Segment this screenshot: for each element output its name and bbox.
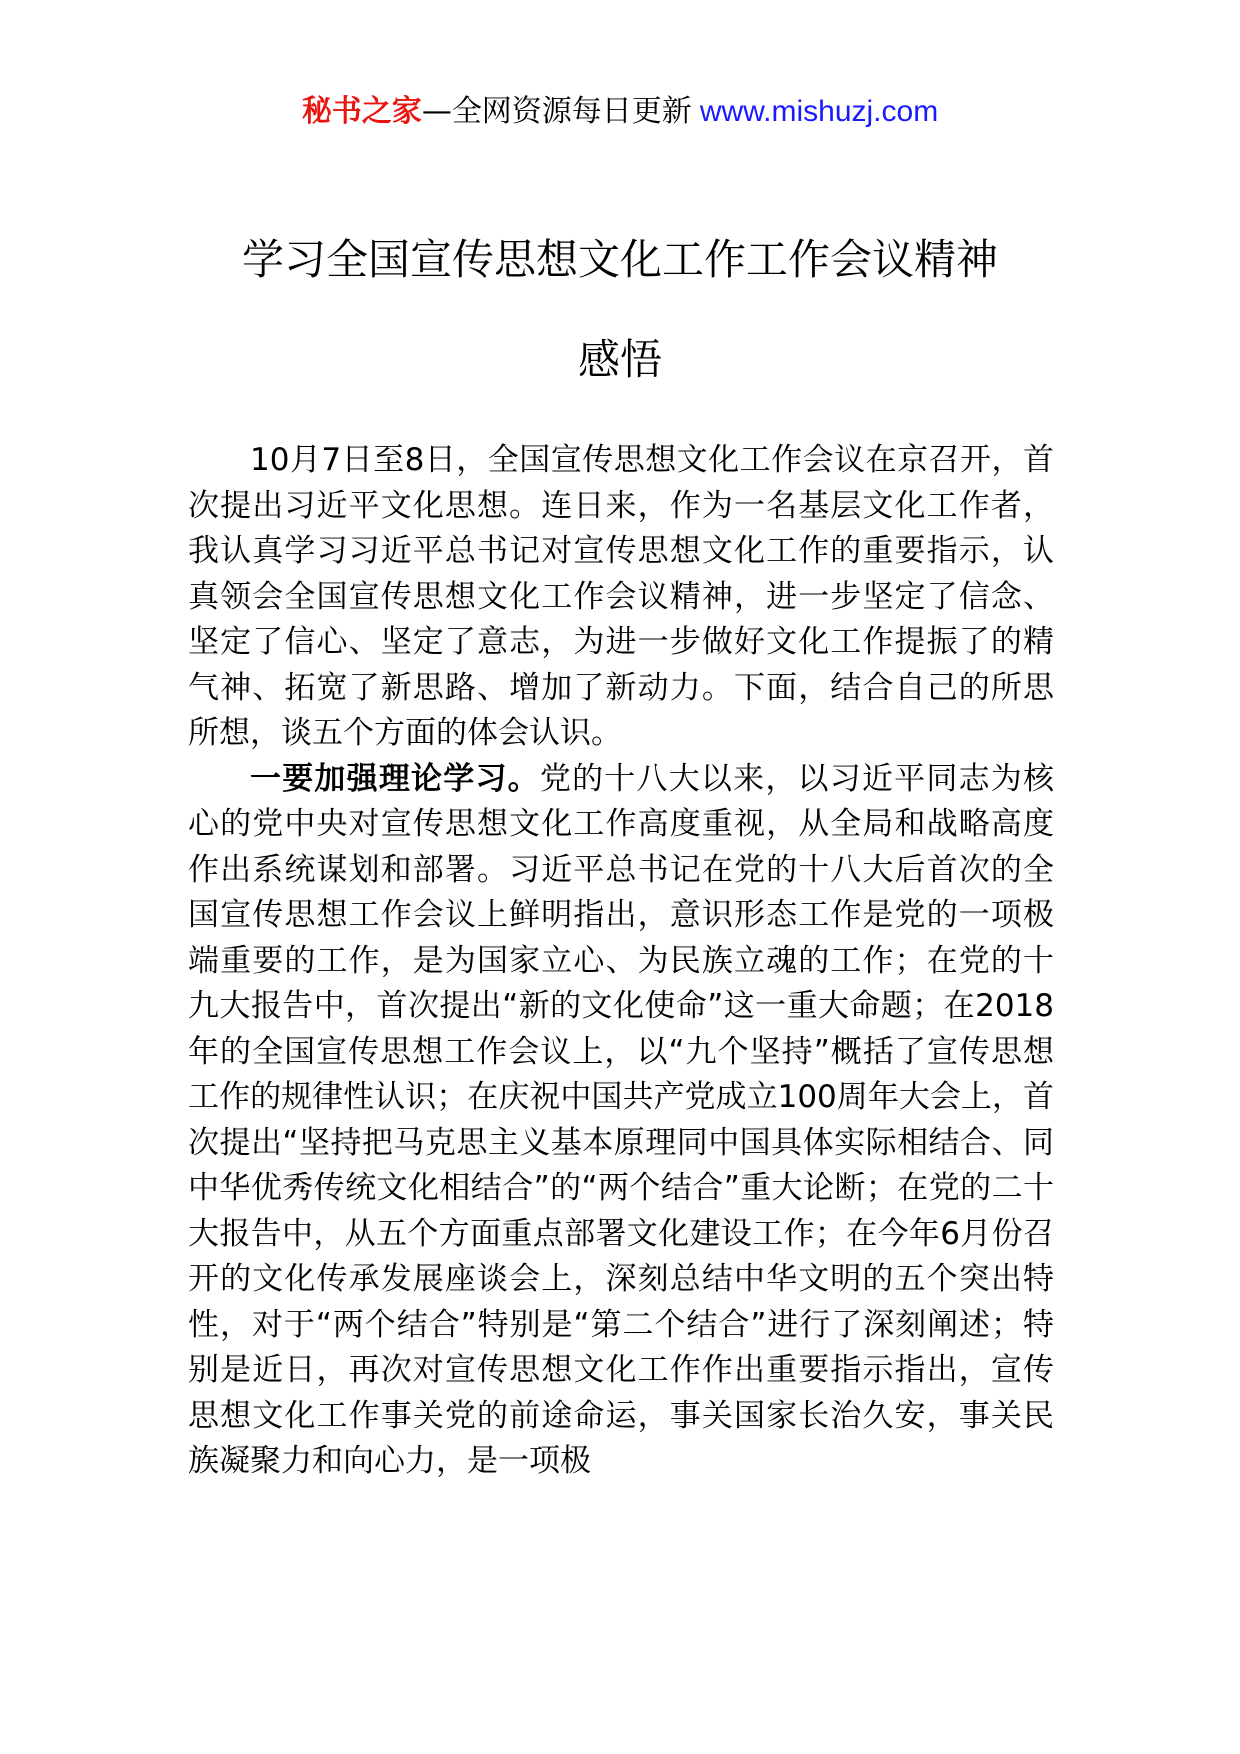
site-url-link[interactable]: www.mishuzj.com: [699, 95, 939, 128]
brand-name: 秘书之家: [301, 94, 422, 129]
site-header: [0, 92, 1240, 132]
paragraph-heading: 一要加强理论学习。: [250, 760, 540, 797]
paragraph-theory-study: [188, 757, 1054, 1485]
paragraph-text: 10月7日至8日，全国宣传思想文化工作会议在京召开，首次提出习近平文化思想。连日来，作为一名基层文化工作者，我认真学习习近平总书记对宣传思想文化工作的重要指示，认真领会全国宣传思想文化工作会议精神，进一步坚定了信念、坚定了信心、坚定了意志，为进一步做好文化工作提振了的精气神、拓宽了新思路、增加了新动力。下面，结合自己的所思所想，谈五个方面的体会认识。: [188, 442, 1054, 751]
document-title-line-1: 学习全国宣传思想文化工作工作会议精神: [241, 235, 998, 284]
paragraph-intro: [188, 438, 1054, 757]
paragraph-text: 党的十八大以来，以习近平同志为核心的党中央对宣传思想文化工作高度重视，从全局和战略高度作出系统谋划和部署。习近平总书记在党的十八大后首次的全国宣传思想工作会议上鲜明指出，意识形态工作是党的一项极端重要的工作，是为国家立心、为民族立魂的工作；在党的十九大报告中，首次提出“新的文化使命”这一重大命题；在2018年的全国宣传思想工作会议上，以“九个坚持”概括了宣传思想工作的规律性认识；在庆祝中国共产党成立100周年大会上，首次提出“坚持把马克思主义基本原理同中国具体实际相结合、同中华优秀传统文化相结合”的“两个结合”重大论断；在党的二十大报告中，从五个方面重点部署文化建设工作；在今年6月份召开的文化传承发展座谈会上，深刻总结中华文明的五个突出特性，对于“两个结合”特别是“第二个结合”进行了深刻阐述；特别是近日，再次对宣传思想文化工作作出重要指示指出，宣传思想文化工作事关党的前途命运，事关国家长治久安，事关民族凝聚力和向心力，是一项极: [188, 760, 1054, 1479]
document-title: [130, 210, 1110, 410]
document-title-line-2: 感悟: [577, 335, 662, 384]
document-body: [188, 438, 1054, 1485]
site-slogan: —全网资源每日更新: [421, 94, 692, 129]
